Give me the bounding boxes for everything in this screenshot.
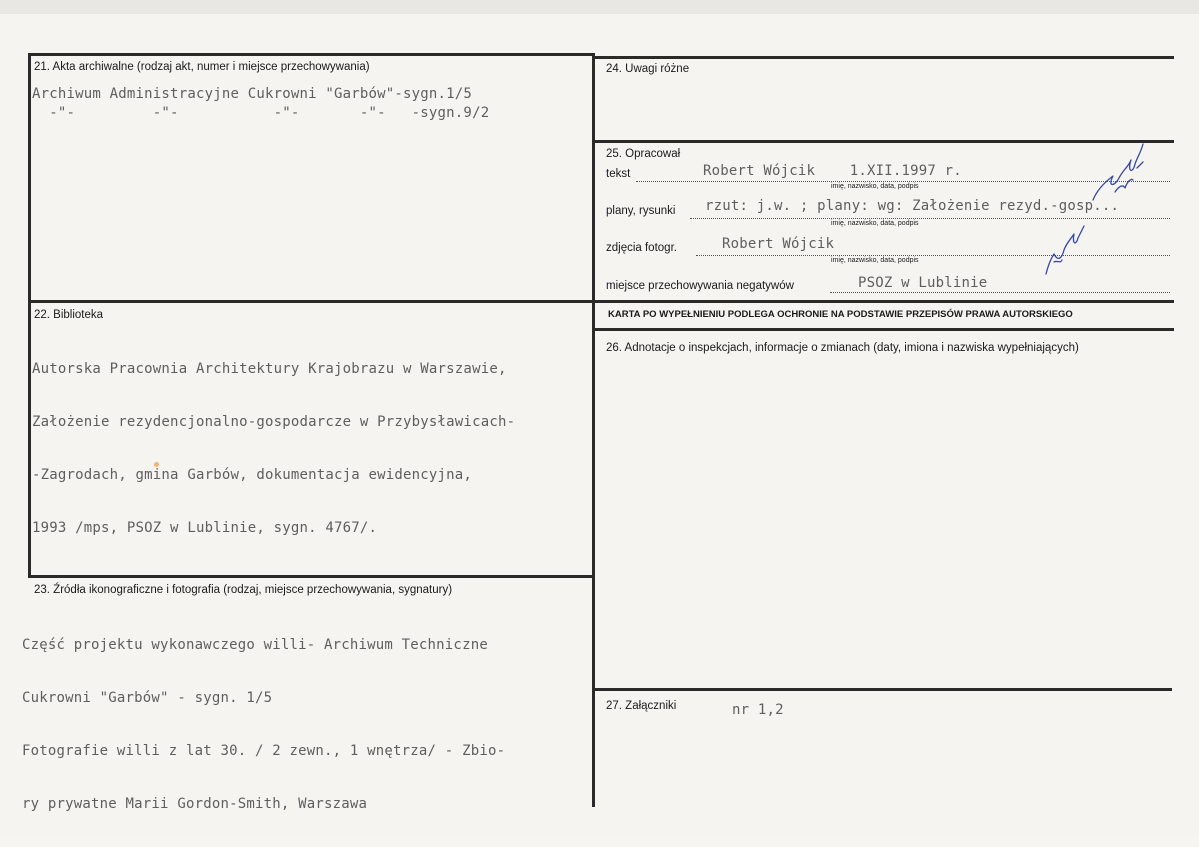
section-24-label: 24. Uwagi różne [606,63,690,75]
rule-top-right [594,56,1174,59]
section-21-label: 21. Akta archiwalne (rodzaj akt, numer i miejsce przechowywania) [34,61,370,73]
section-23-label: 23. Źródła ikonograficzne i fotografia (rodzaj, miejsce przechowywania, sygnatury) [34,584,453,596]
tekst-caption: imię, nazwisko, data, podpis [831,183,919,190]
section-23-line: Cukrowni "Garbów" - sygn. 1/5 [22,690,273,706]
plany-dotted-line [690,218,1170,219]
tekst-value: Robert Wójcik 1.XII.1997 r. [703,163,962,179]
section-25-label: 25. Opracował [606,148,681,160]
rule-center [592,53,595,807]
rule-21-22 [28,300,594,303]
plany-label: plany, rysunki [606,205,676,217]
tekst-label: tekst [606,168,631,180]
rule-26-27 [594,688,1172,691]
rule-top-left [28,53,594,56]
copyright-notice: KARTA PO WYPEŁNIENIU PODLEGA OCHRONIE NA PODSTAWIE PRZEPISÓW PRAWA AUTORSKIEGO [608,309,1073,320]
plany-value: rzut: j.w. ; plany: wg: Założenie rezyd.-gosp... [705,198,1120,214]
section-27-label: 27. Załączniki [606,700,677,712]
section-22-line: 1993 /mps, PSOZ w Lublinie, sygn. 4767/. [32,520,378,536]
section-22-label: 22. Biblioteka [34,309,104,321]
section-22-line: Założenie rezydencjonalno-gospodarcze w Przybysławicach- [32,414,516,430]
section-27-value: nr 1,2 [732,702,784,718]
section-23-line: Część projektu wykonawczego willi- Archiwum Techniczne [22,637,488,653]
zdjecia-value: Robert Wójcik [722,236,835,252]
section-23-text [22,603,505,847]
section-23-line: ry prywatne Marii Gordon-Smith, Warszawa [22,796,368,812]
negatywy-value: PSOZ w Lublinie [858,275,988,291]
section-21-line-2: -"- -"- -"- -"- -sygn.9/2 [32,105,490,121]
plany-caption: imię, nazwisko, data, podpis [831,220,919,227]
section-22-line: -Zagrodach, gmina Garbów, dokumentacja ewidencyjna, [32,467,473,483]
signature-bottom [1040,222,1090,282]
negatywy-label: miejsce przechowywania negatywów [606,280,794,292]
zdjecia-caption: imię, nazwisko, data, podpis [831,257,919,264]
rule-25-notice [594,300,1174,303]
rule-left [28,53,31,576]
zdjecia-dotted-line [696,255,1170,256]
section-21-line-1: Archiwum Administracyjne Cukrowni "Garbów"-sygn.1/5 [32,86,473,102]
rule-notice-26 [594,328,1174,331]
paper-speck [154,462,159,467]
negatywy-dotted-line [830,292,1170,293]
zdjecia-label: zdjęcia fotogr. [606,242,677,254]
signature-top [1085,138,1155,208]
section-22-text [32,327,515,571]
section-26-label: 26. Adnotacje o inspekcjach, informacje o zmianach (daty, imiona i nazwiska wypełniających) [606,342,1079,354]
section-23-line: Fotografie willi z lat 30. / 2 zewn., 1 wnętrza/ - Zbio- [22,743,506,759]
scan-top-edge [0,0,1199,14]
section-22-line: Autorska Pracownia Architektury Krajobrazu w Warszawie, [32,361,507,377]
rule-22-23 [28,575,594,578]
